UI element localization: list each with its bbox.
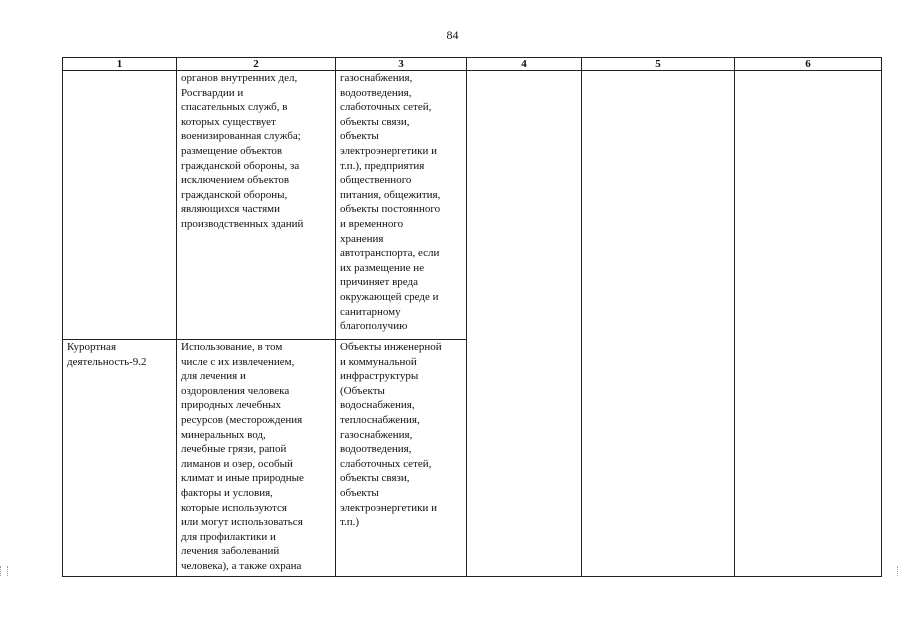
table-cell (336, 340, 467, 577)
table-cell (177, 340, 336, 577)
land-use-table (62, 57, 882, 577)
table-cell (336, 71, 467, 340)
page-number: 84 (446, 28, 459, 42)
cell-text: газоснабжения, водоотведения, слаботочных сетей, объекты связи, объекты электроэнергетики и т.п.), предприятия общественного питания, общежития, объекты постоянного и временного хранения автотранспорта, если их размещение не причиняет вреда окружающей среде и санитарному благополучию (340, 72, 441, 333)
table-cell (582, 71, 735, 577)
table-cell (63, 340, 177, 577)
column-header-2: 2 (177, 58, 336, 71)
column-header-6: 6 (735, 58, 882, 71)
scan-margin-mark (0, 566, 8, 576)
table-cell (467, 71, 582, 577)
column-header-3: 3 (336, 58, 467, 71)
table-cell (177, 71, 336, 340)
table-cell (735, 71, 882, 577)
scan-margin-mark (897, 566, 903, 576)
table-header-row (63, 58, 882, 71)
cell-text: Использование, в том числе с их извлечением, для лечения и оздоровления человека природных лечебных ресурсов (месторождения минеральных вод, лечебные грязи, рапой лиманов и озер, особый климат и иные природные факторы и условия, которые используются или могут использоваться для профилактики и лечения заболеваний человека), а также охрана (181, 341, 304, 572)
table-cell (63, 71, 177, 340)
cell-text: органов внутренних дел, Росгвардии и спасательных служб, в которых существует военизированная служба; размещение объектов гражданской обороны, за исключением объектов гражданской обороны, являющихся частями производственных зданий (181, 72, 304, 230)
column-header-1: 1 (63, 58, 177, 71)
column-header-5: 5 (582, 58, 735, 71)
table-row (63, 71, 882, 340)
column-header-4: 4 (467, 58, 582, 71)
cell-text: Объекты инженерной и коммунальной инфраструктуры (Объекты водоснабжения, теплоснабжения, газоснабжения, водоотведения, слаботочных сетей, объекты связи, объекты электроэнергетики и т.п.) (340, 341, 442, 529)
cell-text: Курортная деятельность-9.2 (67, 341, 147, 368)
